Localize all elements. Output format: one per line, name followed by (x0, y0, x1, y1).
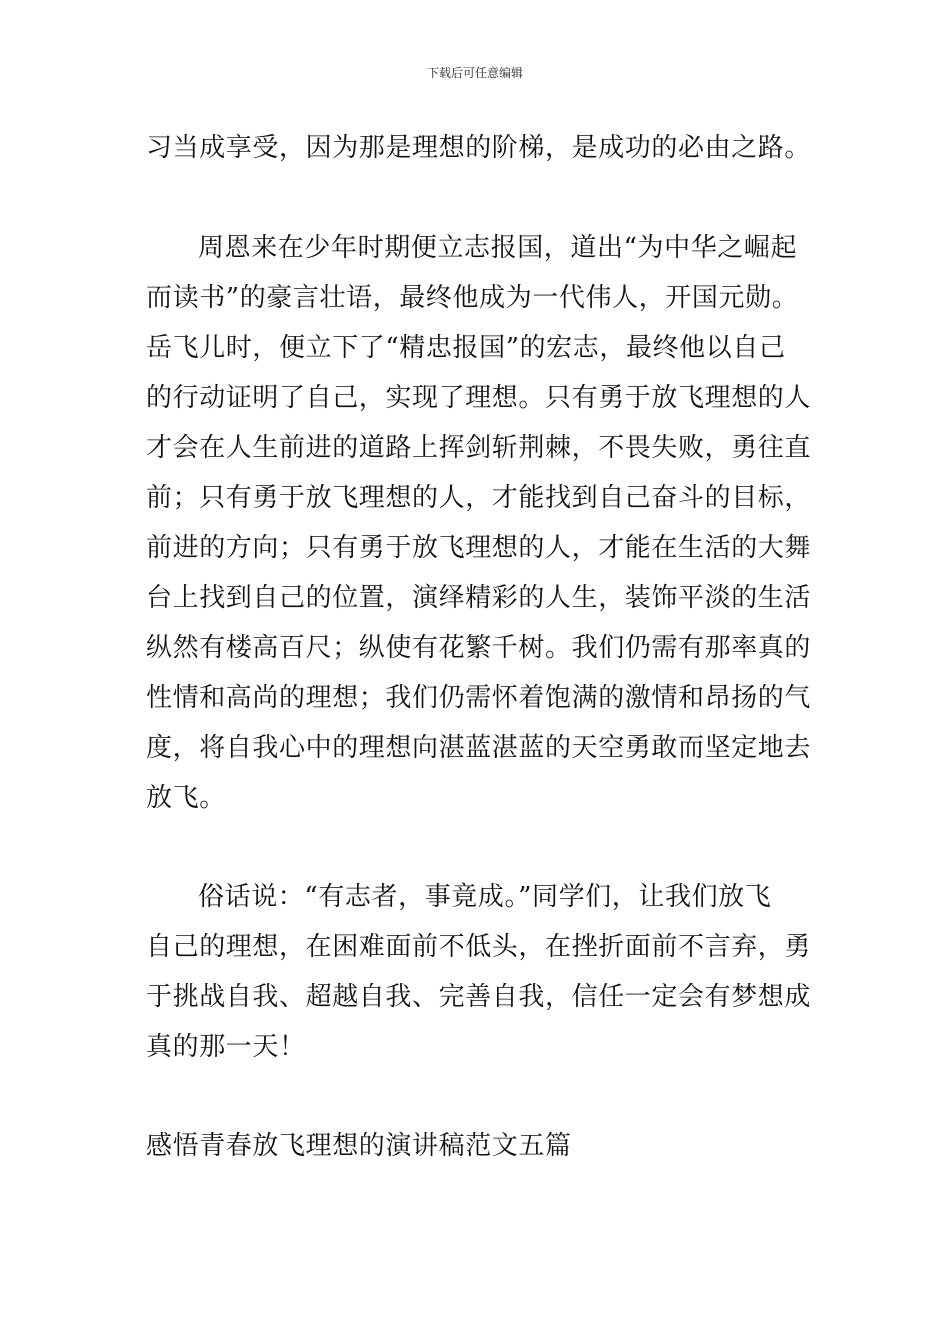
paragraph-1-line: 才会在人生前进的道路上挥剑斩荆棘，不畏失败，勇往直 (146, 433, 812, 463)
intro-line: 习当成享受，因为那是理想的阶梯，是成功的必由之路。 (146, 133, 812, 163)
paragraph-2-line: 自己的理想，在困难面前不低头，在挫折面前不言弃，勇 (146, 932, 812, 962)
footer-title: 感悟青春放飞理想的演讲稿范文五篇 (146, 1131, 572, 1161)
paragraph-1-line: 岳飞儿时，便立下了“精忠报国”的宏志，最终他以自己 (146, 333, 786, 363)
paragraph-2-line: 真的那一天！ (146, 1032, 306, 1062)
paragraph-1-line: 前；只有勇于放飞理想的人，才能找到自己奋斗的目标， (146, 483, 812, 513)
paragraph-1-line: 而读书”的豪言壮语，最终他成为一代伟人，开国元勋。 (146, 283, 799, 313)
paragraph-1-line: 度，将自我心中的理想向湛蓝湛蓝的天空勇敢而坚定地去 (146, 733, 812, 763)
paragraph-2-line: 俗话说：“有志者，事竟成。”同学们，让我们放飞 (198, 882, 772, 912)
paragraph-1-line: 的行动证明了自己，实现了理想。只有勇于放飞理想的人 (146, 383, 812, 413)
paragraph-1-line: 台上找到自己的位置，演绎精彩的人生，装饰平淡的生活 (146, 583, 812, 613)
paragraph-1-line: 放飞。 (146, 783, 226, 813)
paragraph-1-line: 前进的方向；只有勇于放飞理想的人，才能在生活的大舞 (146, 533, 812, 563)
header-note: 下载后可任意编辑 (426, 66, 523, 80)
paragraph-1-line: 性情和高尚的理想；我们仍需怀着饱满的激情和昂扬的气 (146, 683, 812, 713)
paragraph-2-line: 于挑战自我、超越自我、完善自我，信任一定会有梦想成 (146, 982, 812, 1012)
paragraph-1-line: 周恩来在少年时期便立志报国，道出“为中华之崛起 (198, 233, 798, 263)
paragraph-1-line: 纵然有楼高百尺；纵使有花繁千树。我们仍需有那率真的 (146, 633, 812, 663)
